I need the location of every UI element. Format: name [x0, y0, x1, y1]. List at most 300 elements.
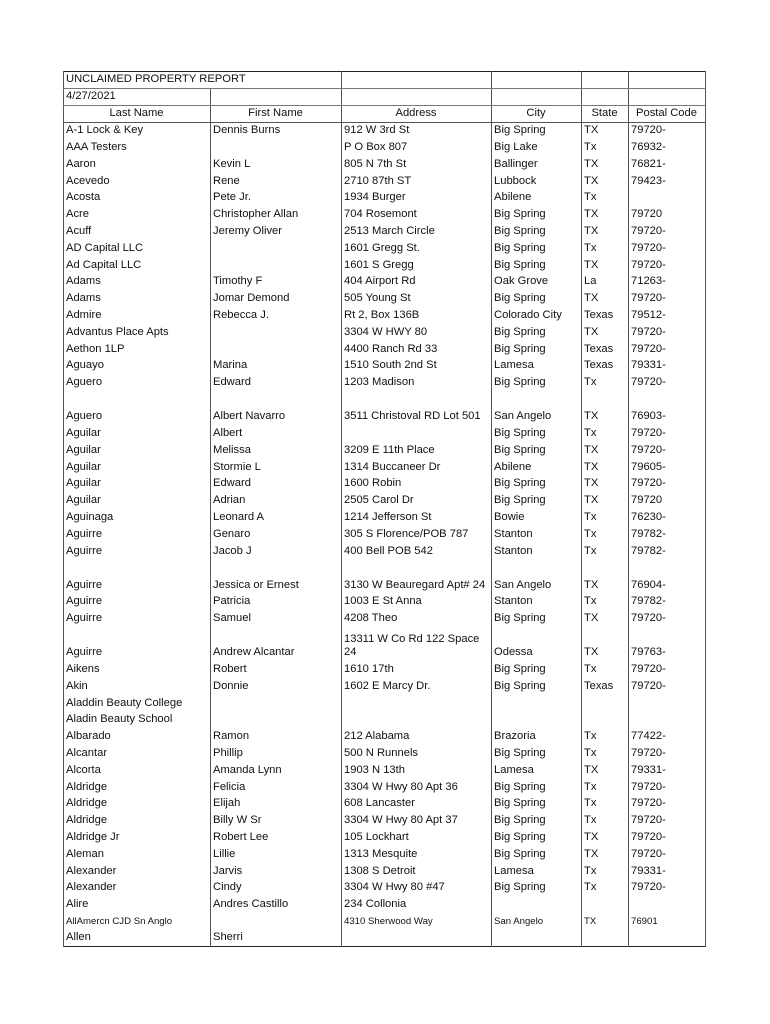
last-name-cell: Alcorta: [64, 762, 211, 779]
state-cell: Tx: [582, 745, 629, 762]
city-cell: Stanton: [492, 594, 582, 611]
postal-code-cell: 79512-: [629, 307, 706, 324]
first-name-cell: [211, 695, 342, 712]
address-cell: 2710 87th ST: [342, 173, 492, 190]
first-name-cell: [211, 712, 342, 729]
postal-code-cell: 79331-: [629, 863, 706, 880]
city-cell: Big Spring: [492, 223, 582, 240]
address-cell: 1934 Burger: [342, 190, 492, 207]
state-cell: Texas: [582, 678, 629, 695]
table-row: [64, 762, 706, 779]
state-cell: La: [582, 274, 629, 291]
first-name-cell: [211, 324, 342, 341]
last-name-cell: Aguero: [64, 391, 211, 425]
first-name-cell: Melissa: [211, 442, 342, 459]
postal-code-cell: 79782-: [629, 594, 706, 611]
postal-code-cell: [629, 896, 706, 913]
city-cell: Big Spring: [492, 206, 582, 223]
address-cell: 500 N Runnels: [342, 745, 492, 762]
postal-code-cell: 79763-: [629, 627, 706, 661]
state-cell: TX: [582, 442, 629, 459]
state-cell: Tx: [582, 425, 629, 442]
state-cell: TX: [582, 492, 629, 509]
state-cell: TX: [582, 206, 629, 223]
city-cell: San Angelo: [492, 913, 582, 930]
postal-code-cell: 79782-: [629, 526, 706, 543]
last-name-cell: Adams: [64, 274, 211, 291]
state-cell: Texas: [582, 341, 629, 358]
state-cell: TX: [582, 913, 629, 930]
column-header-postal-code: Postal Code: [629, 106, 706, 123]
address-cell: 1903 N 13th: [342, 762, 492, 779]
column-header-state: State: [582, 106, 629, 123]
table-row: [64, 846, 706, 863]
address-cell: 1214 Jefferson St: [342, 509, 492, 526]
state-cell: Tx: [582, 509, 629, 526]
postal-code-cell: 79720-: [629, 610, 706, 627]
postal-code-cell: 79720-: [629, 796, 706, 813]
address-cell: 505 Young St: [342, 290, 492, 307]
first-name-cell: Christopher Allan: [211, 206, 342, 223]
address-cell: P O Box 807: [342, 139, 492, 156]
first-name-cell: Genaro: [211, 526, 342, 543]
state-cell: TX: [582, 223, 629, 240]
first-name-cell: Edward: [211, 374, 342, 391]
address-cell: [342, 695, 492, 712]
postal-code-cell: 76932-: [629, 139, 706, 156]
first-name-cell: Albert Navarro: [211, 391, 342, 425]
last-name-cell: Aguirre: [64, 627, 211, 661]
state-cell: TX: [582, 459, 629, 476]
address-cell: [342, 712, 492, 729]
column-header-address: Address: [342, 106, 492, 123]
table-row: [64, 678, 706, 695]
first-name-cell: Phillip: [211, 745, 342, 762]
state-cell: Tx: [582, 880, 629, 897]
last-name-cell: Aguilar: [64, 442, 211, 459]
postal-code-cell: 79720-: [629, 661, 706, 678]
state-cell: Tx: [582, 661, 629, 678]
address-cell: 3130 W Beauregard Apt# 24: [342, 560, 492, 594]
city-cell: San Angelo: [492, 391, 582, 425]
first-name-cell: [211, 139, 342, 156]
state-cell: [582, 695, 629, 712]
city-cell: Big Spring: [492, 745, 582, 762]
city-cell: Big Spring: [492, 812, 582, 829]
address-cell: 1314 Buccaneer Dr: [342, 459, 492, 476]
address-cell: 3304 W Hwy 80 Apt 36: [342, 779, 492, 796]
table-row: [64, 341, 706, 358]
postal-code-cell: 79720-: [629, 779, 706, 796]
state-cell: Tx: [582, 594, 629, 611]
state-cell: TX: [582, 156, 629, 173]
postal-code-cell: [629, 712, 706, 729]
address-cell: 3304 W HWY 80: [342, 324, 492, 341]
city-cell: Big Spring: [492, 425, 582, 442]
city-cell: Stanton: [492, 526, 582, 543]
last-name-cell: Aguero: [64, 374, 211, 391]
state-cell: Tx: [582, 190, 629, 207]
column-header-last-name: Last Name: [64, 106, 211, 123]
city-cell: Big Spring: [492, 796, 582, 813]
last-name-cell: Aguirre: [64, 543, 211, 560]
first-name-cell: Samuel: [211, 610, 342, 627]
postal-code-cell: 79720-: [629, 374, 706, 391]
last-name-cell: Aldridge: [64, 796, 211, 813]
address-cell: [342, 425, 492, 442]
last-name-cell: Acosta: [64, 190, 211, 207]
last-name-cell: Aldridge: [64, 779, 211, 796]
city-cell: [492, 896, 582, 913]
table-row: [64, 627, 706, 661]
last-name-cell: Aguilar: [64, 425, 211, 442]
state-cell: TX: [582, 627, 629, 661]
first-name-cell: Amanda Lynn: [211, 762, 342, 779]
last-name-cell: Aguirre: [64, 594, 211, 611]
first-name-cell: Robert Lee: [211, 829, 342, 846]
table-row: [64, 913, 706, 930]
postal-code-cell: 79782-: [629, 543, 706, 560]
last-name-cell: Aguinaga: [64, 509, 211, 526]
address-cell: 2505 Carol Dr: [342, 492, 492, 509]
first-name-cell: Jomar Demond: [211, 290, 342, 307]
address-cell: 912 W 3rd St: [342, 123, 492, 140]
postal-code-cell: 79720: [629, 492, 706, 509]
city-cell: Big Spring: [492, 123, 582, 140]
state-cell: Tx: [582, 796, 629, 813]
postal-code-cell: 79720-: [629, 476, 706, 493]
postal-code-cell: 79720-: [629, 425, 706, 442]
address-cell: 1602 E Marcy Dr.: [342, 678, 492, 695]
last-name-cell: Aaron: [64, 156, 211, 173]
first-name-cell: Felicia: [211, 779, 342, 796]
postal-code-cell: 76903-: [629, 391, 706, 425]
state-cell: TX: [582, 476, 629, 493]
city-cell: Big Spring: [492, 290, 582, 307]
postal-code-cell: 79720-: [629, 829, 706, 846]
state-cell: TX: [582, 257, 629, 274]
postal-code-cell: 79720-: [629, 341, 706, 358]
postal-code-cell: 76901: [629, 913, 706, 930]
state-cell: TX: [582, 391, 629, 425]
first-name-cell: Dennis Burns: [211, 123, 342, 140]
table-row: [64, 863, 706, 880]
city-cell: [492, 695, 582, 712]
last-name-cell: Aldridge Jr: [64, 829, 211, 846]
address-cell: 4310 Sherwood Way: [342, 913, 492, 930]
first-name-cell: Sherri: [211, 930, 342, 947]
address-cell: 1510 South 2nd St: [342, 358, 492, 375]
postal-code-cell: 79331-: [629, 762, 706, 779]
table-row: [64, 156, 706, 173]
table-row: [64, 307, 706, 324]
last-name-cell: Aladin Beauty School: [64, 712, 211, 729]
last-name-cell: Aguilar: [64, 459, 211, 476]
last-name-cell: Alexander: [64, 880, 211, 897]
city-cell: Stanton: [492, 543, 582, 560]
city-cell: Big Lake: [492, 139, 582, 156]
state-cell: TX: [582, 290, 629, 307]
city-cell: Big Spring: [492, 880, 582, 897]
table-row: [64, 374, 706, 391]
first-name-cell: Kevin L: [211, 156, 342, 173]
address-cell: 305 S Florence/POB 787: [342, 526, 492, 543]
last-name-cell: Acevedo: [64, 173, 211, 190]
address-cell: 1308 S Detroit: [342, 863, 492, 880]
last-name-cell: Alcantar: [64, 745, 211, 762]
table-row: [64, 358, 706, 375]
state-cell: Tx: [582, 526, 629, 543]
first-name-cell: Jeremy Oliver: [211, 223, 342, 240]
address-cell: 234 Collonia: [342, 896, 492, 913]
state-cell: TX: [582, 829, 629, 846]
postal-code-cell: 79720: [629, 206, 706, 223]
city-cell: Big Spring: [492, 240, 582, 257]
city-cell: Lubbock: [492, 173, 582, 190]
address-cell: 704 Rosemont: [342, 206, 492, 223]
report-date: 4/27/2021: [64, 89, 211, 106]
table-row: [64, 476, 706, 493]
first-name-cell: Rene: [211, 173, 342, 190]
table-row: [64, 223, 706, 240]
last-name-cell: Aguirre: [64, 610, 211, 627]
address-cell: 1610 17th: [342, 661, 492, 678]
postal-code-cell: 79720-: [629, 880, 706, 897]
first-name-cell: Marina: [211, 358, 342, 375]
city-cell: Bowie: [492, 509, 582, 526]
state-cell: Texas: [582, 358, 629, 375]
first-name-cell: Leonard A: [211, 509, 342, 526]
last-name-cell: Aldridge: [64, 812, 211, 829]
last-name-cell: AAA Testers: [64, 139, 211, 156]
state-cell: Tx: [582, 779, 629, 796]
table-row: [64, 930, 706, 947]
table-row: [64, 728, 706, 745]
table-row: [64, 560, 706, 594]
address-cell: 4400 Ranch Rd 33: [342, 341, 492, 358]
address-cell: 1601 S Gregg: [342, 257, 492, 274]
date-row: [64, 89, 706, 106]
first-name-cell: Andres Castillo: [211, 896, 342, 913]
address-cell: 212 Alabama: [342, 728, 492, 745]
postal-code-cell: 71263-: [629, 274, 706, 291]
table-row: [64, 257, 706, 274]
postal-code-cell: [629, 930, 706, 947]
table-row: [64, 425, 706, 442]
city-cell: Big Spring: [492, 324, 582, 341]
city-cell: Big Spring: [492, 374, 582, 391]
table-row: [64, 796, 706, 813]
table-row: [64, 829, 706, 846]
city-cell: Big Spring: [492, 661, 582, 678]
table-row: [64, 712, 706, 729]
city-cell: Big Spring: [492, 779, 582, 796]
city-cell: Brazoria: [492, 728, 582, 745]
postal-code-cell: 79720-: [629, 290, 706, 307]
city-cell: Big Spring: [492, 829, 582, 846]
table-row: [64, 274, 706, 291]
first-name-cell: [211, 913, 342, 930]
address-cell: 4208 Theo: [342, 610, 492, 627]
city-cell: Ballinger: [492, 156, 582, 173]
city-cell: Lamesa: [492, 762, 582, 779]
postal-code-cell: 76230-: [629, 509, 706, 526]
unclaimed-property-table: [63, 71, 706, 947]
address-cell: 3511 Christoval RD Lot 501: [342, 391, 492, 425]
last-name-cell: Acuff: [64, 223, 211, 240]
last-name-cell: Aguayo: [64, 358, 211, 375]
first-name-cell: Cindy: [211, 880, 342, 897]
state-cell: TX: [582, 173, 629, 190]
first-name-cell: Timothy F: [211, 274, 342, 291]
last-name-cell: Aguilar: [64, 476, 211, 493]
last-name-cell: Acre: [64, 206, 211, 223]
state-cell: TX: [582, 610, 629, 627]
postal-code-cell: 79720-: [629, 846, 706, 863]
postal-code-cell: 79720-: [629, 812, 706, 829]
state-cell: Tx: [582, 139, 629, 156]
table-row: [64, 526, 706, 543]
table-row: [64, 880, 706, 897]
postal-code-cell: 79720-: [629, 745, 706, 762]
table-row: [64, 492, 706, 509]
last-name-cell: Alexander: [64, 863, 211, 880]
table-row: [64, 139, 706, 156]
last-name-cell: Alire: [64, 896, 211, 913]
first-name-cell: Robert: [211, 661, 342, 678]
table-row: [64, 695, 706, 712]
address-cell: Rt 2, Box 136B: [342, 307, 492, 324]
table-row: [64, 123, 706, 140]
table-row: [64, 459, 706, 476]
state-cell: TX: [582, 762, 629, 779]
table-row: [64, 324, 706, 341]
address-cell: 1600 Robin: [342, 476, 492, 493]
last-name-cell: Aikens: [64, 661, 211, 678]
state-cell: [582, 712, 629, 729]
address-cell: 3304 W Hwy 80 Apt 37: [342, 812, 492, 829]
address-cell: 13311 W Co Rd 122 Space 24: [342, 627, 492, 661]
table-row: [64, 543, 706, 560]
last-name-cell: AllAmercn CJD Sn Anglo: [64, 913, 211, 930]
first-name-cell: Jarvis: [211, 863, 342, 880]
city-cell: Odessa: [492, 627, 582, 661]
table-row: [64, 779, 706, 796]
table-row: [64, 812, 706, 829]
city-cell: Big Spring: [492, 341, 582, 358]
first-name-cell: [211, 257, 342, 274]
state-cell: Texas: [582, 307, 629, 324]
city-cell: Lamesa: [492, 863, 582, 880]
address-cell: 1203 Madison: [342, 374, 492, 391]
table-row: [64, 610, 706, 627]
city-cell: Big Spring: [492, 492, 582, 509]
postal-code-cell: 79720-: [629, 324, 706, 341]
last-name-cell: Allen: [64, 930, 211, 947]
address-cell: 105 Lockhart: [342, 829, 492, 846]
city-cell: Abilene: [492, 190, 582, 207]
state-cell: TX: [582, 324, 629, 341]
city-cell: San Angelo: [492, 560, 582, 594]
postal-code-cell: [629, 695, 706, 712]
first-name-cell: Lillie: [211, 846, 342, 863]
first-name-cell: Ramon: [211, 728, 342, 745]
postal-code-cell: 79720-: [629, 123, 706, 140]
last-name-cell: Aguirre: [64, 560, 211, 594]
table-row: [64, 240, 706, 257]
table-row: [64, 745, 706, 762]
address-cell: 805 N 7th St: [342, 156, 492, 173]
state-cell: TX: [582, 846, 629, 863]
table-row: [64, 190, 706, 207]
address-cell: 404 Airport Rd: [342, 274, 492, 291]
first-name-cell: [211, 341, 342, 358]
postal-code-cell: 79720-: [629, 442, 706, 459]
state-cell: TX: [582, 560, 629, 594]
last-name-cell: Aguilar: [64, 492, 211, 509]
last-name-cell: Aleman: [64, 846, 211, 863]
postal-code-cell: 77422-: [629, 728, 706, 745]
state-cell: Tx: [582, 374, 629, 391]
column-header-city: City: [492, 106, 582, 123]
table-row: [64, 594, 706, 611]
last-name-cell: Aladdin Beauty College: [64, 695, 211, 712]
postal-code-cell: 79720-: [629, 257, 706, 274]
first-name-cell: Stormie L: [211, 459, 342, 476]
state-cell: Tx: [582, 728, 629, 745]
last-name-cell: Albarado: [64, 728, 211, 745]
first-name-cell: Pete Jr.: [211, 190, 342, 207]
postal-code-cell: 79423-: [629, 173, 706, 190]
postal-code-cell: 79720-: [629, 223, 706, 240]
postal-code-cell: 76821-: [629, 156, 706, 173]
last-name-cell: Adams: [64, 290, 211, 307]
city-cell: Oak Grove: [492, 274, 582, 291]
state-cell: Tx: [582, 240, 629, 257]
address-cell: 3209 E 11th Place: [342, 442, 492, 459]
table-row: [64, 391, 706, 425]
title-row: [64, 72, 706, 89]
last-name-cell: AD Capital LLC: [64, 240, 211, 257]
table-row: [64, 661, 706, 678]
address-cell: 2513 March Circle: [342, 223, 492, 240]
city-cell: Big Spring: [492, 476, 582, 493]
table-row: [64, 896, 706, 913]
state-cell: [582, 930, 629, 947]
first-name-cell: Donnie: [211, 678, 342, 695]
postal-code-cell: 76904-: [629, 560, 706, 594]
header-row: [64, 106, 706, 123]
city-cell: Colorado City: [492, 307, 582, 324]
last-name-cell: Admire: [64, 307, 211, 324]
postal-code-cell: 79331-: [629, 358, 706, 375]
first-name-cell: Jessica or Ernest: [211, 560, 342, 594]
postal-code-cell: 79720-: [629, 678, 706, 695]
city-cell: Big Spring: [492, 678, 582, 695]
last-name-cell: Ad Capital LLC: [64, 257, 211, 274]
first-name-cell: Rebecca J.: [211, 307, 342, 324]
city-cell: Big Spring: [492, 257, 582, 274]
address-cell: 400 Bell POB 542: [342, 543, 492, 560]
state-cell: TX: [582, 123, 629, 140]
column-header-first-name: First Name: [211, 106, 342, 123]
city-cell: Big Spring: [492, 610, 582, 627]
first-name-cell: Edward: [211, 476, 342, 493]
address-cell: 3304 W Hwy 80 #47: [342, 880, 492, 897]
city-cell: [492, 930, 582, 947]
state-cell: Tx: [582, 543, 629, 560]
state-cell: [582, 896, 629, 913]
